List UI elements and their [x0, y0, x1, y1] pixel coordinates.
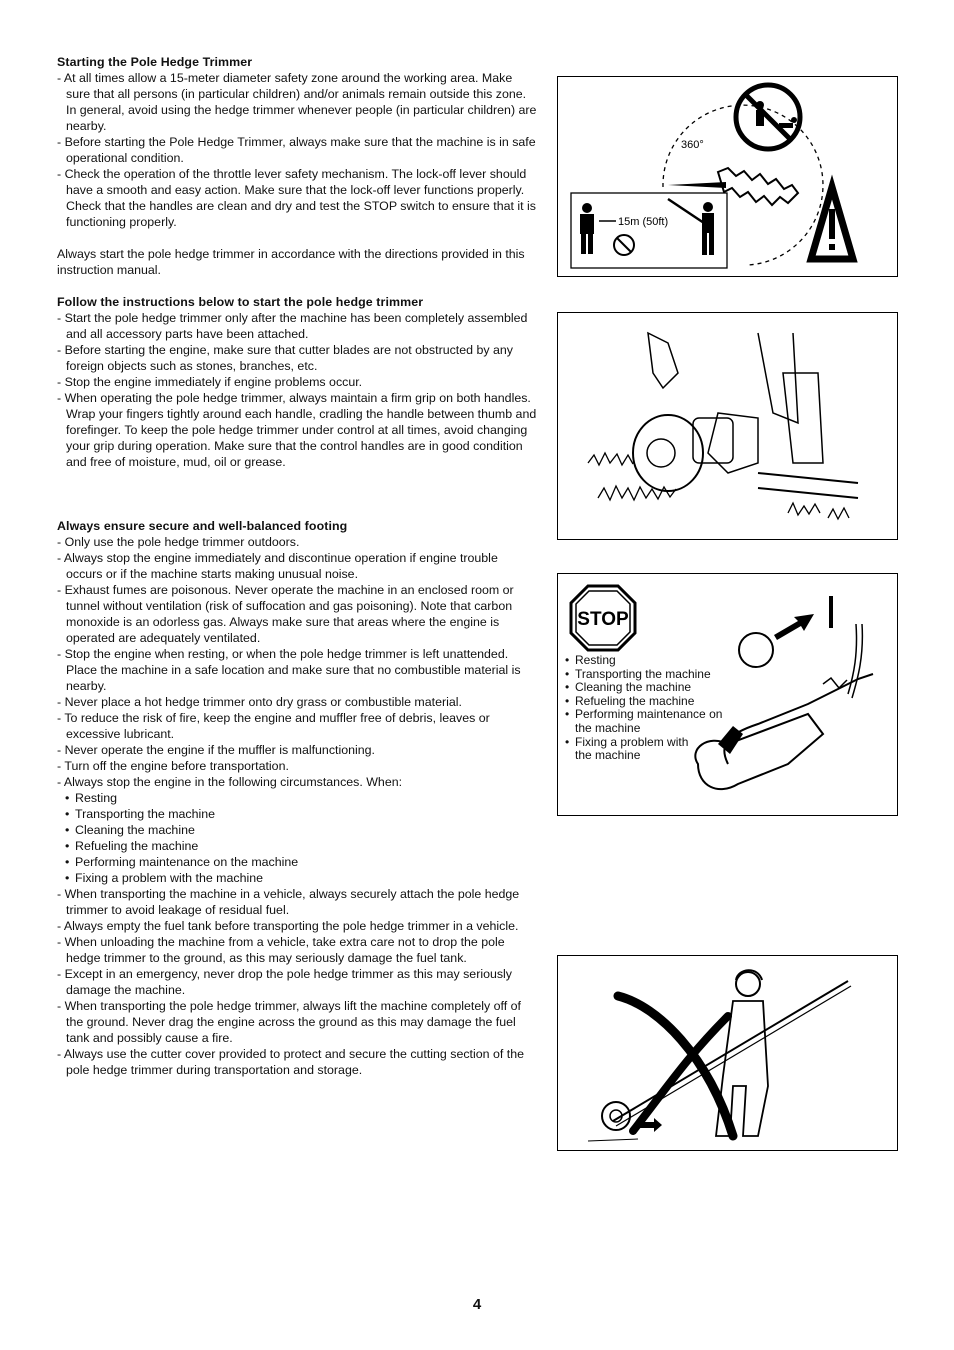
list-item: - Always use the cutter cover provided to protect and secure the cutting section of the pole hedge trimmer during transportation and storage. [57, 1047, 524, 1077]
paragraph: Always start the pole hedge trimmer in accordance with the directions provided in this instruction manual. [57, 247, 525, 277]
figure-safety-zone [557, 76, 898, 277]
section-follow-instructions [57, 294, 537, 470]
arrow-icon [774, 614, 814, 640]
list-item: - Always empty the fuel tank before transporting the pole hedge trimmer in a vehicle. [57, 919, 519, 933]
figure-stop [557, 573, 898, 816]
list-item: - Turn off the engine before transportation. [57, 759, 289, 773]
list-item: - Only use the pole hedge trimmer outdoors. [57, 535, 300, 549]
bullet-item: • Performing maintenance on the machine [57, 854, 537, 870]
list-item: • Cleaning the machine [565, 681, 725, 695]
bullet-item: • Transporting the machine [57, 806, 537, 822]
list-item: • Fixing a problem with the machine [565, 736, 705, 763]
list-item: • Refueling the machine [565, 695, 725, 709]
switch-position-icon [739, 633, 773, 667]
grip-illustration [558, 313, 897, 539]
section-starting [57, 54, 537, 278]
list-item: - Stop the engine immediately if engine problems occur. [57, 375, 363, 389]
list-item: - Start the pole hedge trimmer only after the machine has been completely assembled and all accessory parts have been attached. [57, 311, 528, 341]
list-item: - Before starting the engine, make sure that cutter blades are not obstructed by any foreign objects such as stones, branches, etc. [57, 343, 513, 373]
list-item: - Before starting the Pole Hedge Trimmer, always make sure that the machine is in safe operational condition. [57, 135, 536, 165]
list-item: • Resting [565, 654, 725, 668]
arrow-left-icon [668, 182, 726, 188]
svg-text:STOP: STOP [577, 609, 629, 630]
page-number: 4 [472, 1296, 482, 1313]
bullet-item: • Refueling the machine [57, 838, 537, 854]
list-item: - Always stop the engine in the following circumstances. When: [57, 775, 403, 789]
list-item: • Performing maintenance on the machine [565, 708, 725, 735]
no-dragging-illustration [558, 956, 897, 1150]
list-item: - Never place a hot hedge trimmer onto dry grass or combustible material. [57, 695, 462, 709]
list-item: - To reduce the risk of fire, keep the engine and muffler free of debris, leaves or excessive lubricant. [57, 711, 490, 741]
list-item: - Always stop the engine immediately and discontinue operation if engine trouble occurs or if the machine starts making unusual noise. [57, 551, 498, 581]
hedge-trimmer-blade-icon [718, 168, 798, 205]
angle-label: 360° [681, 139, 704, 151]
stop-circumstances-list [565, 654, 725, 763]
bullet-item: • Fixing a problem with the machine [57, 870, 537, 886]
section-footing [57, 518, 537, 1078]
safety-zone-illustration [558, 77, 897, 276]
text-column [57, 54, 537, 1078]
list-item: - When unloading the machine from a vehicle, take extra care not to drop the pole hedge trimmer to the ground, as this may seriously damage the fuel tank. [57, 935, 505, 965]
list-item: - At all times allow a 15-meter diameter safety zone around the working area. Make sure that all persons (in particular children) and/or animals remain outside this zone. In general, avoid using the hedge trimmer whenever people (in particular children) are nearby. [57, 71, 537, 133]
distance-label: 15m (50ft) [618, 216, 669, 228]
helmet-icon [736, 972, 760, 996]
bullet-item: • Cleaning the machine [57, 822, 537, 838]
figure-grip [557, 312, 898, 540]
list-item: - Check the operation of the throttle lever safety mechanism. The lock-off lever should have a smooth and easy action. Make sure that the lock-off lever functions properly. Check that the handles are clean and dry and test the STOP switch to ensure that it is functioning properly. [57, 167, 536, 229]
list-item: - When transporting the machine in a vehicle, always securely attach the pole hedge trimmer to avoid leakage of residual fuel. [57, 887, 520, 917]
list-item: - When operating the pole hedge trimmer, always maintain a firm grip on both handles. Wrap your fingers tightly around each handle, cradling the handle between thumb and forefinger. To keep the pole hedge trimmer under control at all times, avoid changing your grip during operation. Make sure that the control handles are in good condition and free of moisture, mud, oil or grease. [57, 391, 537, 469]
section-heading: Follow the instructions below to start the pole hedge trimmer [57, 295, 424, 309]
list-item: - When transporting the pole hedge trimmer, always lift the machine completely off of the ground. Never drag the engine across the ground as this may damage the fuel tank and possibly cause a fire. [57, 999, 521, 1045]
list-item: - Stop the engine when resting, or when the pole hedge trimmer is left unattended. Place the machine in a safe location and make sure that no combustible material is nearby. [57, 647, 521, 693]
list-item: - Exhaust fumes are poisonous. Never operate the machine in an enclosed room or tunnel without ventilation (risk of suffocation and gas poisoning). Note that carbon monoxide is an odorless gas. Always make sure that areas where the engine is operated are adequately ventilated. [57, 583, 514, 645]
figure-no-dragging [557, 955, 898, 1151]
list-item: • Transporting the machine [565, 668, 725, 682]
section-heading: Starting the Pole Hedge Trimmer [57, 55, 253, 69]
bullet-item: • Resting [57, 790, 537, 806]
section-heading: Always ensure secure and well-balanced footing [57, 519, 348, 533]
list-item: - Except in an emergency, never drop the pole hedge trimmer as this may seriously damage the machine. [57, 967, 512, 997]
list-item: - Never operate the engine if the muffler is malfunctioning. [57, 743, 375, 757]
